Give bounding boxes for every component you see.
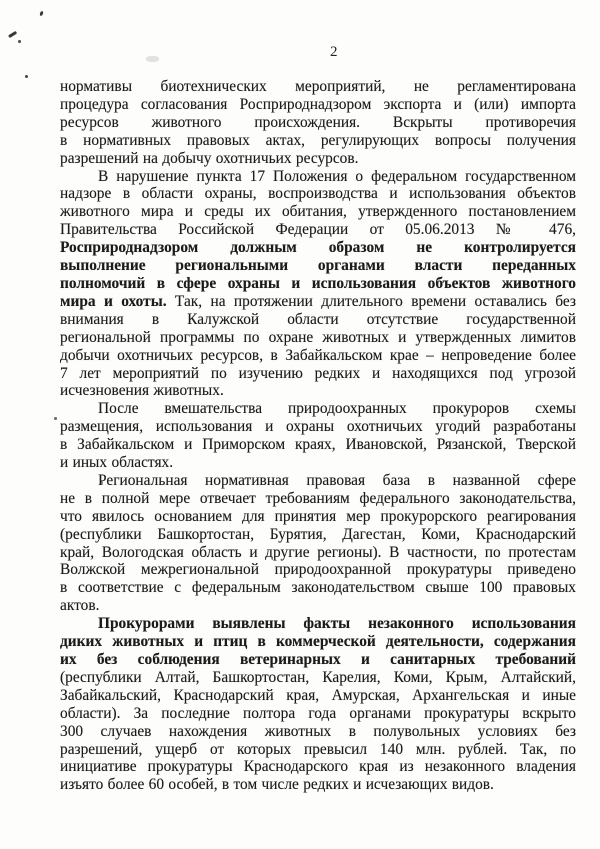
text-line bbox=[60, 221, 576, 239]
body-text: 300 случаев нахождения животных в полувольных условиях без bbox=[60, 722, 576, 740]
text-line bbox=[60, 669, 576, 687]
page-number: 2 bbox=[330, 44, 338, 60]
text-line bbox=[60, 651, 576, 669]
text-line bbox=[60, 347, 576, 365]
text-line bbox=[60, 275, 576, 293]
text-line bbox=[60, 257, 576, 275]
text-line bbox=[60, 705, 576, 723]
text-line bbox=[60, 203, 576, 221]
text-line bbox=[60, 776, 576, 794]
body-text: В нарушение пункта 17 Положения о федеральном государственном bbox=[98, 167, 576, 185]
body-text: разрешений, ущерб от которых превысил 140 млн. рублей. Так, по bbox=[60, 740, 576, 758]
body-text: внимания в Калужской области отсутствие государственной bbox=[60, 310, 576, 328]
text-line bbox=[60, 150, 576, 168]
body-text: (республики Алтай, Башкортостан, Карелия, Коми, Крым, Алтайский, bbox=[60, 668, 576, 686]
body-text: в нормативных правовых актах, регулирующих вопросы получения bbox=[60, 131, 576, 149]
scan-speck-icon bbox=[18, 40, 21, 43]
scan-smudge-icon bbox=[146, 56, 159, 62]
text-line bbox=[60, 544, 576, 562]
bold-text: Росприроднадзором должным образом не контролируется bbox=[60, 239, 576, 257]
paragraph bbox=[60, 400, 576, 472]
scan-speck-icon bbox=[54, 417, 57, 420]
body-text: в соответствие с федеральным законодательством свыше 100 правовых bbox=[60, 579, 576, 597]
bold-text: мира и охоты. bbox=[60, 292, 167, 310]
body-text: в Забайкальском и Приморском краях, Ивановской, Рязанской, Тверской bbox=[60, 436, 576, 454]
text-line bbox=[60, 78, 576, 96]
scan-stroke-icon bbox=[8, 31, 17, 38]
text-line bbox=[60, 311, 576, 329]
body-text: нормативы биотехнических мероприятий, не регламентирована bbox=[60, 78, 576, 95]
paragraph bbox=[60, 78, 576, 168]
text-line bbox=[60, 687, 576, 705]
body-text: региональной программы по охране животных и утвержденных лимитов bbox=[60, 328, 576, 346]
text-line bbox=[60, 597, 576, 615]
text-line bbox=[60, 382, 576, 400]
bold-text: Прокурорами выявлены факты незаконного использования bbox=[98, 615, 576, 633]
body-text: что явилось основанием для принятия мер прокурорского реагирования bbox=[60, 507, 576, 525]
text-line bbox=[60, 615, 576, 633]
body-text: Региональная нормативная правовая база в названной сфере bbox=[98, 471, 576, 489]
body-text: Правительства Российской Федерации от 05.06.2013 № 476, bbox=[60, 221, 576, 239]
text-line bbox=[60, 472, 576, 490]
body-text: актов. bbox=[60, 597, 100, 615]
body-text: Волжской межрегиональной природоохранной прокуратуры приведено bbox=[60, 561, 576, 579]
text-line bbox=[60, 293, 576, 311]
body-text: разрешений на добычу охотничьих ресурсов. bbox=[60, 149, 359, 167]
text-line bbox=[60, 723, 576, 741]
text-line bbox=[60, 96, 576, 114]
body-text: не в полной мере отвечает требованиям федерального законодательства, bbox=[60, 489, 576, 507]
body-text: После вмешательства природоохранных прокуроров схемы bbox=[98, 400, 576, 418]
text-line bbox=[60, 454, 576, 472]
text-line bbox=[60, 561, 576, 579]
body-text: размещения, использования и охраны охотничьих угодий разработаны bbox=[60, 418, 576, 436]
scan-speck-icon bbox=[25, 75, 28, 78]
paragraph bbox=[60, 168, 576, 401]
text-line bbox=[60, 329, 576, 347]
body-text: Забайкальский, Краснодарский края, Амурская, Архангельская и иные bbox=[60, 686, 576, 704]
text-line bbox=[60, 633, 576, 651]
text-line bbox=[60, 132, 576, 150]
bold-text: полномочий в сфере охраны и использования объектов животного bbox=[60, 274, 576, 292]
body-text: процедура согласования Росприроднадзором экспорта и (или) импорта bbox=[60, 95, 576, 113]
text-line bbox=[60, 490, 576, 508]
body-text: добычи охотничьих ресурсов, в Забайкальском крае – непроведение более bbox=[60, 346, 576, 364]
body-text: край, Вологодская область и другие регионы). В частности, по протестам bbox=[60, 543, 576, 561]
text-line bbox=[60, 418, 576, 436]
document-body bbox=[60, 78, 576, 794]
paragraph bbox=[60, 472, 576, 615]
body-text: области). За последние полтора года органами прокуратуры вскрыто bbox=[60, 704, 576, 722]
body-text: (республики Башкортостан, Бурятия, Дагестан, Коми, Краснодарский bbox=[60, 525, 576, 543]
body-text: и иных областях. bbox=[60, 454, 174, 472]
text-line bbox=[60, 168, 576, 186]
bold-text: диких животных и птиц в коммерческой деятельности, содержания bbox=[60, 633, 576, 651]
body-text: инициативе прокуратуры Краснодарского края из незаконного владения bbox=[60, 758, 576, 776]
text-line bbox=[60, 741, 576, 759]
body-text: изъято более 60 особей, в том числе редких и исчезающих видов. bbox=[60, 776, 494, 794]
paragraph bbox=[60, 615, 576, 794]
bold-text: выполнение региональными органами власти переданных bbox=[60, 257, 576, 275]
body-text: надзоре в области охраны, воспроизводства и использования объектов bbox=[60, 185, 576, 203]
text-line bbox=[60, 185, 576, 203]
text-line bbox=[60, 526, 576, 544]
text-line bbox=[60, 758, 576, 776]
bold-text: их без соблюдения ветеринарных и санитарных требований bbox=[60, 651, 576, 668]
text-line bbox=[60, 365, 576, 383]
text-line bbox=[60, 400, 576, 418]
body-text: 7 лет мероприятий по изучению редких и находящихся под угрозой bbox=[60, 364, 576, 382]
text-line bbox=[60, 436, 576, 454]
body-text: исчезновения животных. bbox=[60, 382, 224, 400]
body-text: ресурсов животного происхождения. Вскрыты противоречия bbox=[60, 113, 576, 131]
text-line bbox=[60, 239, 576, 257]
scan-speck-icon bbox=[39, 11, 44, 17]
text-line bbox=[60, 579, 576, 597]
text-line bbox=[60, 114, 576, 132]
text-line bbox=[60, 508, 576, 526]
body-text: животного мира и среды их обитания, утвержденного постановлением bbox=[60, 203, 576, 221]
body-text: Так, на протяжении длительного времени оставались без bbox=[166, 292, 576, 310]
